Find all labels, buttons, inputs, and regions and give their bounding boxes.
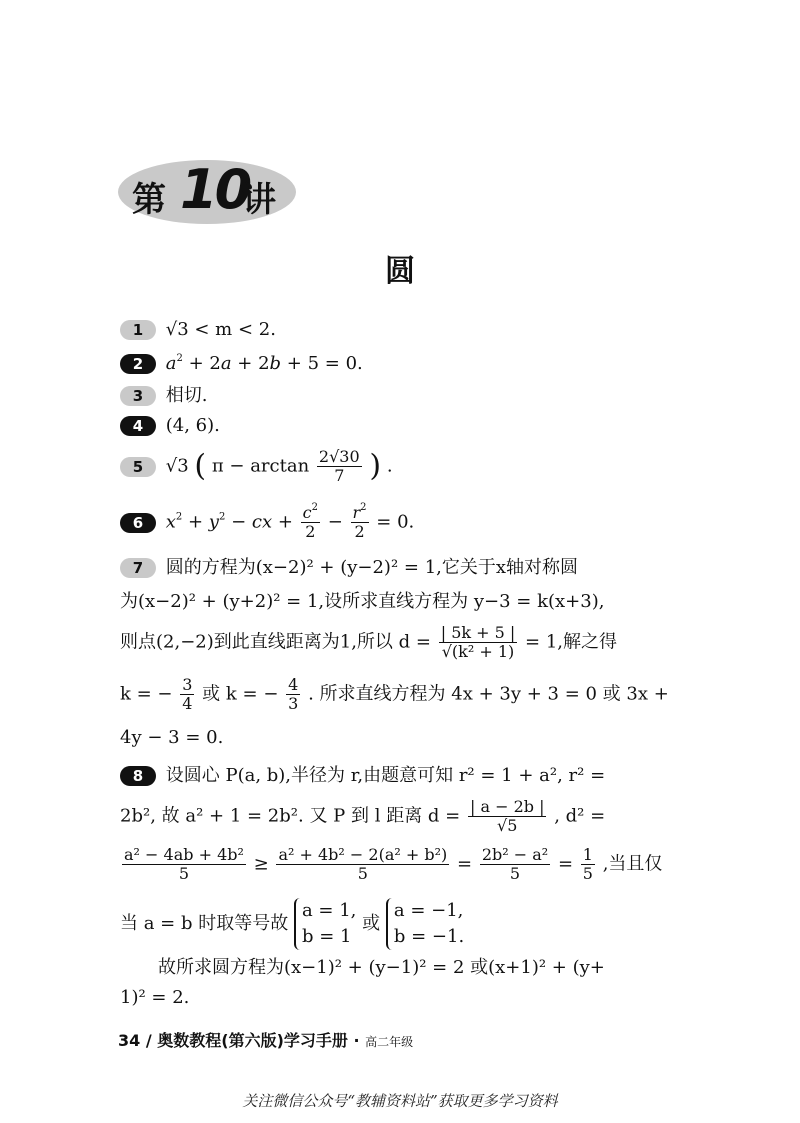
paren-left: (: [194, 448, 207, 484]
fraction: [468, 798, 547, 835]
solution-7-line-3: [120, 624, 617, 661]
answer-3: [120, 384, 207, 408]
fraction-numerator: a² − 4ab + 4b²: [124, 845, 244, 864]
system-line: b = −1.: [393, 926, 465, 947]
equation-system: [294, 898, 356, 950]
solution-7-line-1: [120, 556, 578, 580]
footer-divider: /: [145, 1031, 158, 1050]
system-line: a = 1,: [301, 900, 357, 921]
answer-1: [120, 318, 276, 342]
answer-5: [120, 448, 393, 485]
operator: =: [457, 853, 473, 875]
solution-8-text: ,当且仅: [602, 853, 663, 875]
answer-2: [120, 352, 363, 376]
system-line: b = 1: [301, 926, 352, 947]
item-number-badge: 8: [120, 766, 156, 786]
page-footer: [118, 1028, 413, 1051]
answer-4: [120, 414, 220, 438]
fraction-numerator: 2√30: [318, 447, 360, 466]
fraction-numerator: 3: [182, 675, 193, 694]
fraction: [317, 448, 362, 485]
fraction: $\frac{r^2}{2}$: [352, 502, 367, 541]
lecture-number: 10: [180, 158, 250, 221]
fraction-numerator: a² + 4b² − 2(a² + b²): [278, 845, 448, 864]
answer-5-sqrt3: √3: [165, 455, 189, 477]
fraction-denominator: 5: [178, 864, 190, 883]
answer-5-arctan: π − arctan: [211, 455, 310, 477]
solution-8-line-4: [120, 898, 464, 950]
solution-8-text: 或: [362, 913, 381, 934]
solution-8-text: 当 a = b 时取等号故: [120, 913, 289, 934]
solution-8-text: , d² =: [554, 805, 606, 827]
lecture-prefix: 第: [132, 180, 166, 220]
fraction-denominator: 4: [182, 694, 193, 713]
page-title: 圆: [385, 254, 415, 289]
answer-3-text: 相切.: [165, 385, 208, 406]
item-number-badge: 4: [120, 416, 156, 436]
operator: ≥: [253, 853, 269, 875]
fraction-numerator: | 5k + 5 |: [440, 623, 516, 642]
answer-1-text: √3 < m < 2.: [165, 319, 276, 340]
answer-4-text: (4, 6).: [165, 415, 220, 436]
solution-7-line-2: [120, 590, 604, 614]
solution-7-text: k = −: [120, 683, 173, 705]
fraction: [276, 846, 449, 883]
fraction-numerator: 1: [582, 845, 593, 864]
solution-8-line-2: [120, 798, 605, 835]
footer-dot: ·: [353, 1031, 366, 1050]
solution-7-line-4: [120, 676, 669, 713]
fraction: [180, 676, 194, 713]
solution-7-text: 或 k = −: [202, 683, 279, 705]
solution-8-text: 故所求圆方程为(x−1)² + (y−1)² = 2 或(x+1)² + (y+: [158, 957, 605, 978]
item-number-badge: 6: [120, 513, 156, 533]
fraction-denominator: 3: [288, 694, 299, 713]
solution-7-text: 圆的方程为(x−2)² + (y−2)² = 1,它关于x轴对称圆: [165, 557, 579, 578]
fraction: $\frac{c^2}{2}$: [302, 502, 318, 541]
fraction-denominator: 5: [582, 864, 593, 883]
solution-7-text: 则点(2,−2)到此直线距离为1,所以 d =: [120, 631, 431, 653]
equation-system: [386, 898, 464, 950]
item-number-badge: 3: [120, 386, 156, 406]
fraction-denominator: √5: [497, 816, 518, 835]
system-line: a = −1,: [393, 900, 464, 921]
fraction-denominator: 5: [357, 864, 368, 883]
lecture-badge: [118, 160, 296, 224]
solution-8-line-5: [158, 956, 605, 980]
answer-6: 6 $x^2 + y^2$ − cx + $\frac{c^2}{2}$ − $\frac{r^2}{2}$ = 0.: [120, 504, 414, 541]
item-number-badge: 5: [120, 457, 156, 477]
item-number-badge: 7: [120, 558, 156, 578]
watermark-text: 关注微信公众号“教辅资料站”获取更多学习资料: [242, 1092, 558, 1110]
item-number-badge: 2: [120, 354, 156, 374]
solution-7-line-5: [120, 726, 223, 750]
grade-label: 高二年级: [365, 1035, 414, 1049]
fraction: [439, 624, 518, 661]
fraction-denominator: 7: [334, 466, 345, 485]
fraction: [286, 676, 300, 713]
fraction-numerator: 2b² − a²: [481, 845, 549, 864]
solution-7-text: . 所求直线方程为 4x + 3y + 3 = 0 或 3x +: [308, 683, 669, 705]
paren-right: ): [369, 448, 382, 484]
solution-8-text: 2b², 故 a² + 1 = 2b². 又 P 到 l 距离 d =: [120, 805, 461, 827]
fraction: [581, 846, 595, 883]
solution-7-text: 为(x−2)² + (y+2)² = 1,设所求直线方程为 y−3 = k(x+3),: [120, 591, 605, 612]
item-number-badge: 1: [120, 320, 156, 340]
fraction-numerator: | a − 2b |: [469, 797, 545, 816]
solution-8-line-6: [120, 986, 189, 1010]
solution-7-text: = 1,解之得: [525, 631, 618, 653]
answer-2-text: $a^2 + 2a + 2b + 5 = 0$.: [165, 353, 363, 374]
solution-7-text: 4y − 3 = 0.: [120, 727, 224, 748]
fraction: [480, 846, 550, 883]
page-number: 34: [118, 1031, 141, 1050]
solution-8-text: 1)² = 2.: [120, 987, 190, 1008]
fraction-numerator: 4: [288, 675, 299, 694]
solution-8-line-3: [120, 846, 662, 883]
answer-5-end: .: [386, 455, 393, 477]
fraction-denominator: 5: [509, 864, 521, 883]
operator: =: [557, 853, 574, 875]
solution-8-text: 设圆心 P(a, b),半径为 r,由题意可知 r² = 1 + a², r² =: [165, 765, 606, 786]
fraction-denominator: √(k² + 1): [441, 642, 515, 661]
lecture-suffix: 讲: [242, 180, 276, 220]
book-title: 奥数教程(第六版)学习手册: [157, 1031, 348, 1050]
fraction: [122, 846, 246, 883]
solution-8-line-1: [120, 764, 605, 788]
